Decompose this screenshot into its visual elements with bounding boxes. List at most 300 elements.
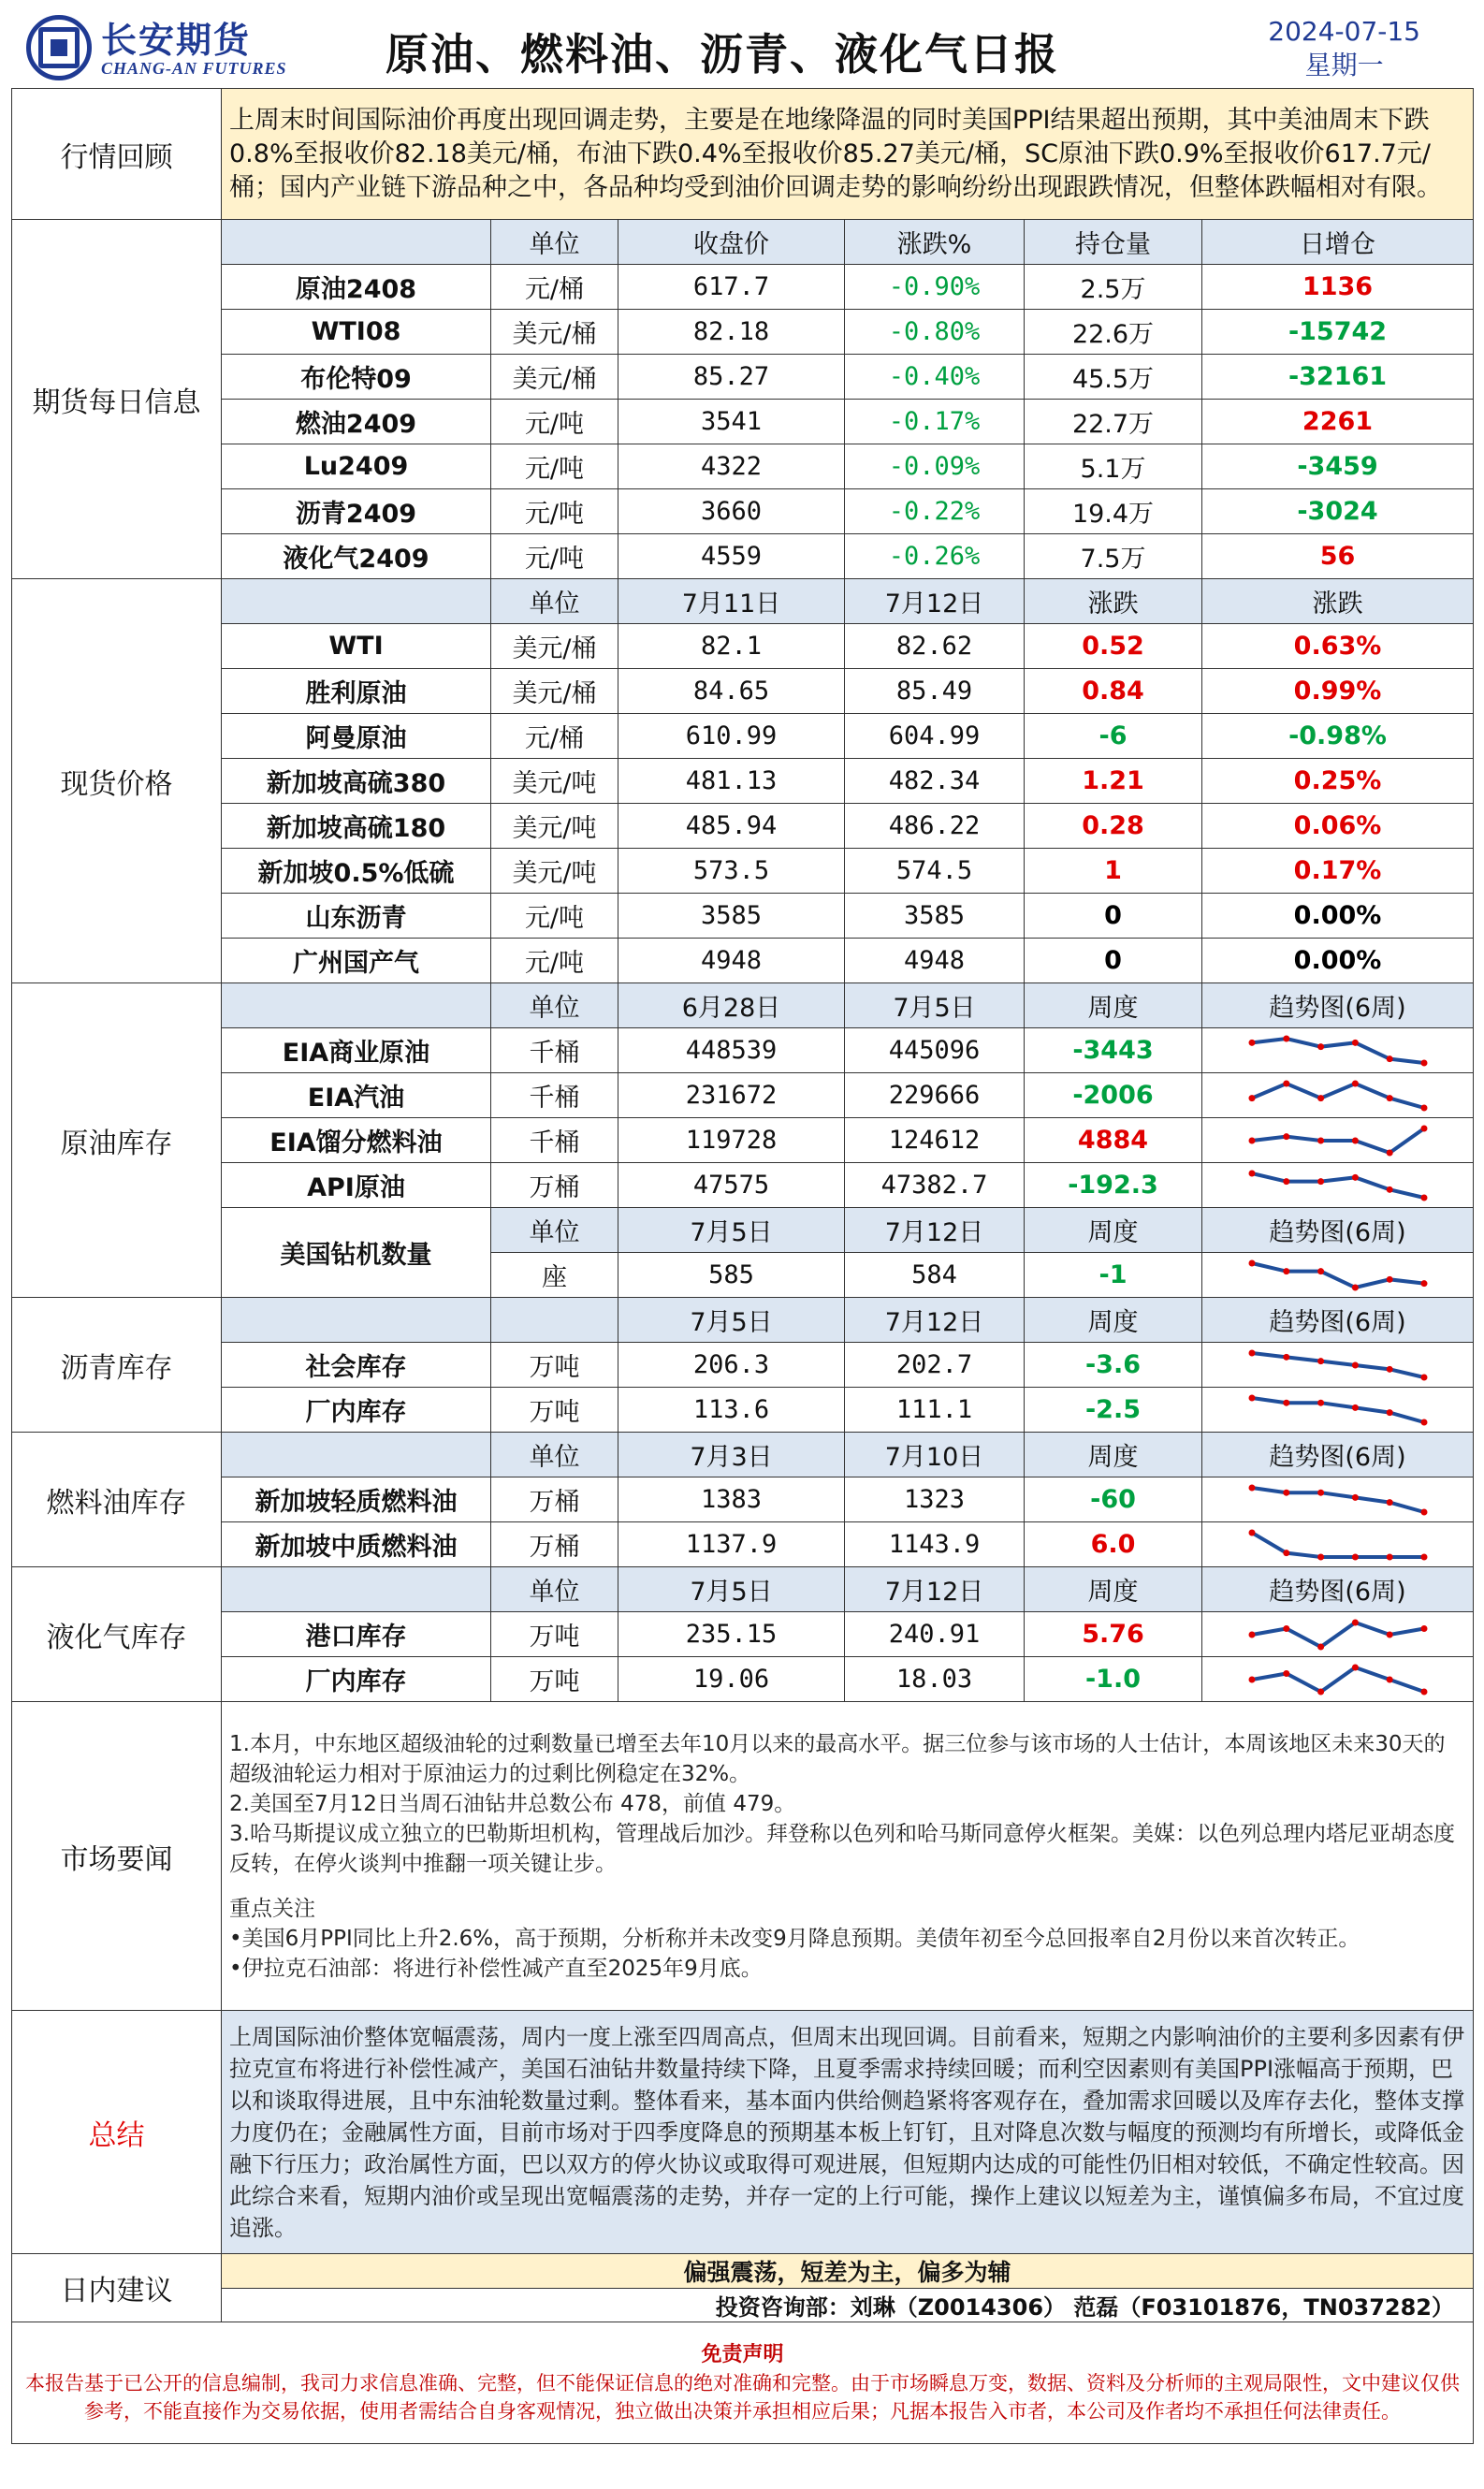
price-d2: 604.99: [845, 714, 1025, 759]
weekly-change: -1: [1025, 1253, 1202, 1298]
unit: 千桶: [491, 1118, 618, 1163]
trend-point: [1283, 1035, 1289, 1041]
trend-point: [1283, 1080, 1289, 1086]
table-row: [12, 579, 1474, 624]
trend-point: [1283, 1489, 1289, 1495]
daily-oi-change: -3459: [1202, 444, 1474, 489]
trend-point: [1283, 1133, 1289, 1140]
value-d2: 202.7: [845, 1343, 1025, 1388]
trend-point: [1248, 1529, 1255, 1536]
price-d2: 3585: [845, 894, 1025, 939]
weekly-change: -1.0: [1025, 1657, 1202, 1702]
trend-point: [1351, 1284, 1358, 1290]
trend-point: [1386, 1365, 1392, 1372]
trend-sparkline: [1244, 1078, 1432, 1114]
value-d1: 119728: [618, 1118, 845, 1163]
trend-point: [1386, 1095, 1392, 1101]
trend-point: [1351, 1404, 1358, 1410]
report-title: 原油、燃料油、沥青、液化气日报: [386, 29, 1059, 80]
unit: 美元/吨: [491, 804, 618, 849]
inventory-name: EIA馏分燃料油: [222, 1118, 491, 1163]
price-d2: 82.62: [845, 624, 1025, 669]
trend-point: [1317, 1178, 1324, 1185]
column-header: 7月11日: [618, 579, 845, 624]
trend-sparkline: [1244, 1482, 1432, 1518]
inventory-name: 社会库存: [222, 1343, 491, 1388]
open-interest: 45.5万: [1025, 355, 1202, 400]
unit: 万桶: [491, 1522, 618, 1567]
table-row: [12, 939, 1474, 983]
price-d1: 485.94: [618, 804, 845, 849]
trend-cell: [1202, 1028, 1474, 1073]
unit: 万桶: [491, 1477, 618, 1522]
price-d2: 4948: [845, 939, 1025, 983]
value-d2: 584: [845, 1253, 1025, 1298]
header-cell: [222, 1298, 491, 1343]
trend-sparkline: [1244, 1123, 1432, 1158]
value-d2: 47382.7: [845, 1163, 1025, 1208]
unit: 万吨: [491, 1388, 618, 1433]
column-header: 趋势图(6周): [1202, 1567, 1474, 1612]
table-row: [12, 849, 1474, 894]
unit: 元/吨: [491, 894, 618, 939]
trend-point: [1386, 1499, 1392, 1506]
value-d1: 206.3: [618, 1343, 845, 1388]
spot-name: 新加坡0.5%低硫: [222, 849, 491, 894]
column-header: 日增仓: [1202, 220, 1474, 265]
column-header: 趋势图(6周): [1202, 983, 1474, 1028]
column-header: 7月12日: [845, 579, 1025, 624]
spot-name: 新加坡高硫180: [222, 804, 491, 849]
report-date: [1268, 15, 1420, 82]
trend-line: [1252, 1353, 1424, 1377]
trend-point: [1386, 1055, 1392, 1062]
table-row: [12, 265, 1474, 310]
open-interest: 2.5万: [1025, 265, 1202, 310]
table-row: [12, 1343, 1474, 1388]
unit: 元/吨: [491, 400, 618, 444]
price-d1: 573.5: [618, 849, 845, 894]
unit: 元/桶: [491, 265, 618, 310]
news-item: 3.哈马斯提议成立独立的巴勒斯坦机构，管理战后加沙。拜登称以色列和哈马斯同意停火框架。美媒：以色列总理内塔尼亚胡态度反转，在停火谈判中推翻一项关键让步。: [229, 1821, 1455, 1876]
close-price: 3660: [618, 489, 845, 534]
change-pct: -0.22%: [845, 489, 1025, 534]
trend-point: [1351, 1173, 1358, 1180]
trend-sparkline: [1244, 1392, 1432, 1428]
header-cell: [222, 220, 491, 265]
column-header: 收盘价: [618, 220, 845, 265]
value-d1: 1137.9: [618, 1522, 845, 1567]
column-header: 7月3日: [618, 1433, 845, 1477]
table-row: [12, 2254, 1474, 2289]
column-header: 单位: [491, 1567, 618, 1612]
news-label: 市场要闻: [12, 1702, 222, 2011]
trend-point: [1248, 1137, 1255, 1143]
trend-line: [1252, 1039, 1424, 1063]
contract-name: WTI08: [222, 310, 491, 355]
trend-point: [1420, 1104, 1427, 1111]
change-pct: -0.40%: [845, 355, 1025, 400]
column-header: 周度: [1025, 1433, 1202, 1477]
unit: 万吨: [491, 1612, 618, 1657]
trend-cell: [1202, 1073, 1474, 1118]
table-row: [12, 310, 1474, 355]
column-header: 单位: [491, 220, 618, 265]
column-header: [491, 1298, 618, 1343]
unit: 元/吨: [491, 939, 618, 983]
trend-point: [1420, 1419, 1427, 1425]
value-d1: 585: [618, 1253, 845, 1298]
table-row: [12, 894, 1474, 939]
spot-name: 阿曼原油: [222, 714, 491, 759]
table-row: [12, 2011, 1474, 2254]
daily-oi-change: -15742: [1202, 310, 1474, 355]
unit: 美元/吨: [491, 759, 618, 804]
unit: 千桶: [491, 1028, 618, 1073]
table-row: [12, 1118, 1474, 1163]
price-d1: 84.65: [618, 669, 845, 714]
trend-line: [1252, 1398, 1424, 1422]
report-page: [11, 7, 1473, 2483]
crude_inv-label: 原油库存: [12, 983, 222, 1298]
value-d1: 231672: [618, 1073, 845, 1118]
trend-point: [1386, 1409, 1392, 1416]
column-header: 持仓量: [1025, 220, 1202, 265]
price-d2: 486.22: [845, 804, 1025, 849]
trend-point: [1248, 1394, 1255, 1401]
column-header: 6月28日: [618, 983, 845, 1028]
price-change-pct: 0.00%: [1202, 894, 1474, 939]
trend-cell: [1202, 1118, 1474, 1163]
trend-line: [1252, 1667, 1424, 1692]
column-header: 周度: [1025, 1208, 1202, 1253]
close-price: 4559: [618, 534, 845, 579]
unit: 元/吨: [491, 444, 618, 489]
rig-count-name: 美国钻机数量: [222, 1208, 491, 1298]
trend-line: [1252, 1533, 1424, 1557]
value-d1: 235.15: [618, 1612, 845, 1657]
trend-point: [1283, 1268, 1289, 1274]
inventory-name: 新加坡轻质燃料油: [222, 1477, 491, 1522]
trend-point: [1351, 1664, 1358, 1670]
trend-cell: [1202, 1522, 1474, 1567]
trend-point: [1351, 1553, 1358, 1560]
asphalt_inv-label: 沥青库存: [12, 1298, 222, 1433]
trend-point: [1386, 1186, 1392, 1192]
trend-cell: [1202, 1253, 1474, 1298]
brand-en: CHANG-AN FUTURES: [101, 59, 287, 78]
column-header: 7月10日: [845, 1433, 1025, 1477]
table-row: [12, 1208, 1474, 1253]
table-row: [12, 804, 1474, 849]
trend-point: [1248, 1676, 1255, 1682]
disclaimer-title: 免责声明: [701, 2342, 784, 2366]
unit: 美元/桶: [491, 624, 618, 669]
weekly-change: -3443: [1025, 1028, 1202, 1073]
inventory-name: 厂内库存: [222, 1657, 491, 1702]
intraday-advice: 偏强震荡，短差为主，偏多为辅: [222, 2254, 1474, 2289]
table-row: [12, 1298, 1474, 1343]
contract-name: Lu2409: [222, 444, 491, 489]
weekly-change: 5.76: [1025, 1612, 1202, 1657]
column-header: 周度: [1025, 983, 1202, 1028]
trend-point: [1248, 1484, 1255, 1491]
table-row: [12, 2322, 1474, 2444]
value-d2: 1143.9: [845, 1522, 1025, 1567]
inventory-name: API原油: [222, 1163, 491, 1208]
trend-cell: [1202, 1657, 1474, 1702]
date-text: 2024-07-15: [1268, 16, 1420, 47]
column-header: 涨跌: [1202, 579, 1474, 624]
column-header: 趋势图(6周): [1202, 1298, 1474, 1343]
price-change: 0.84: [1025, 669, 1202, 714]
price-change-pct: 0.25%: [1202, 759, 1474, 804]
table-row: [12, 444, 1474, 489]
price-change-pct: 0.17%: [1202, 849, 1474, 894]
disclaimer-text: 本报告基于已公开的信息编制，我司力求信息准确、完整，但不能保证信息的绝对准确和完整。由于市场瞬息万变，数据、资料及分析师的主观局限性，文中建议仅供参考，不能直接作为交易依据，使用者需结合自身客观情况，独立做出决策并承担相应后果；凡据本报告入市者，本公司及作者均不承担任何法律责任。: [25, 2371, 1460, 2423]
news-item: 2.美国至7月12日当周石油钻井总数公布 478，前值 479。: [229, 1791, 796, 1816]
column-header: 趋势图(6周): [1202, 1208, 1474, 1253]
daily-oi-change: -32161: [1202, 355, 1474, 400]
weekly-change: -2006: [1025, 1073, 1202, 1118]
column-header: 7月5日: [845, 983, 1025, 1028]
daily-oi-change: -3024: [1202, 489, 1474, 534]
trend-point: [1386, 1676, 1392, 1682]
column-header: 单位: [491, 983, 618, 1028]
trend-point: [1420, 1059, 1427, 1066]
table-row: [12, 1612, 1474, 1657]
close-price: 3541: [618, 400, 845, 444]
column-header: 7月12日: [845, 1298, 1025, 1343]
table-row: [12, 1388, 1474, 1433]
trend-point: [1386, 1631, 1392, 1638]
trend-sparkline: [1244, 1258, 1432, 1293]
inventory-name: EIA汽油: [222, 1073, 491, 1118]
unit: 元/吨: [491, 489, 618, 534]
trend-line: [1252, 1623, 1424, 1647]
contract-name: 液化气2409: [222, 534, 491, 579]
table-row: [12, 220, 1474, 265]
focus-item: •美国6月PPI同比上升2.6%，高于预期，分析称并未改变9月降息预期。美债年初至今总回报率自2月份以来首次转正。: [229, 1926, 1360, 1951]
unit: 美元/桶: [491, 310, 618, 355]
price-d2: 574.5: [845, 849, 1025, 894]
open-interest: 5.1万: [1025, 444, 1202, 489]
table-row: [12, 624, 1474, 669]
price-d1: 82.1: [618, 624, 845, 669]
inventory-name: EIA商业原油: [222, 1028, 491, 1073]
trend-cell: [1202, 1163, 1474, 1208]
inventory-name: 厂内库存: [222, 1388, 491, 1433]
price-change: 1.21: [1025, 759, 1202, 804]
contract-name: 原油2408: [222, 265, 491, 310]
table-row: [12, 1657, 1474, 1702]
price-change: 0.52: [1025, 624, 1202, 669]
unit: 千桶: [491, 1073, 618, 1118]
trend-point: [1420, 1374, 1427, 1380]
trend-point: [1283, 1353, 1289, 1360]
trend-sparkline: [1244, 1617, 1432, 1652]
price-change-pct: 0.06%: [1202, 804, 1474, 849]
trend-point: [1420, 1125, 1427, 1131]
open-interest: 19.4万: [1025, 489, 1202, 534]
trend-point: [1317, 1358, 1324, 1364]
price-d1: 3585: [618, 894, 845, 939]
daily-oi-change: 2261: [1202, 400, 1474, 444]
brand-cn: 长安期货: [101, 20, 252, 61]
unit: 美元/桶: [491, 669, 618, 714]
spot-name: 胜利原油: [222, 669, 491, 714]
column-header: 7月5日: [618, 1208, 845, 1253]
column-header: 趋势图(6周): [1202, 1433, 1474, 1477]
trend-point: [1248, 1039, 1255, 1045]
header-cell: [222, 983, 491, 1028]
table-row: [12, 759, 1474, 804]
focus-title: 重点关注: [229, 1896, 315, 1921]
trend-point: [1248, 1349, 1255, 1356]
price-change: 1: [1025, 849, 1202, 894]
column-header: 7月5日: [618, 1567, 845, 1612]
trend-point: [1317, 1553, 1324, 1560]
trend-point: [1420, 1553, 1427, 1560]
table-row: [12, 355, 1474, 400]
trend-cell: [1202, 1477, 1474, 1522]
table-row: [12, 1028, 1474, 1073]
trend-point: [1351, 1039, 1358, 1045]
weekly-change: -2.5: [1025, 1388, 1202, 1433]
table-row: [12, 489, 1474, 534]
contract-name: 燃油2409: [222, 400, 491, 444]
intraday-label: 日内建议: [12, 2254, 222, 2322]
trend-line: [1252, 1488, 1424, 1512]
trend-point: [1248, 1259, 1255, 1266]
price-change-pct: 0.99%: [1202, 669, 1474, 714]
column-header: 涨跌%: [845, 220, 1025, 265]
table-row: [12, 1567, 1474, 1612]
close-price: 82.18: [618, 310, 845, 355]
trend-point: [1283, 1625, 1289, 1632]
trend-point: [1317, 1688, 1324, 1695]
trend-point: [1248, 1170, 1255, 1176]
trend-point: [1420, 1280, 1427, 1287]
summary-label: 总结: [12, 2011, 222, 2254]
trend-point: [1420, 1688, 1427, 1695]
column-header: 单位: [491, 579, 618, 624]
trend-line: [1252, 1263, 1424, 1288]
trend-point: [1351, 1493, 1358, 1500]
trend-point: [1283, 1399, 1289, 1405]
inventory-name: 新加坡中质燃料油: [222, 1522, 491, 1567]
weekly-change: -60: [1025, 1477, 1202, 1522]
price-d2: 482.34: [845, 759, 1025, 804]
trend-point: [1386, 1553, 1392, 1560]
trend-point: [1248, 1631, 1255, 1638]
trend-line: [1252, 1173, 1424, 1198]
table-row: [12, 400, 1474, 444]
unit: 万桶: [491, 1163, 618, 1208]
price-d1: 610.99: [618, 714, 845, 759]
brand: [101, 11, 287, 79]
trend-point: [1283, 1550, 1289, 1556]
trend-sparkline: [1244, 1662, 1432, 1697]
table-row: [12, 1163, 1474, 1208]
news-item: 1.本月，中东地区超级油轮的过剩数量已增至去年10月以来的最高水平。据三位参与该市场的人士估计，本周该地区未来30天的超级油轮运力相对于原油运力的过剩比例稳定在32%。: [229, 1731, 1446, 1786]
value-d2: 124612: [845, 1118, 1025, 1163]
trend-sparkline: [1244, 1527, 1432, 1563]
change-pct: -0.17%: [845, 400, 1025, 444]
news-content: [222, 1702, 1474, 2011]
trend-point: [1351, 1080, 1358, 1086]
trend-point: [1317, 1399, 1324, 1405]
trend-sparkline: [1244, 1168, 1432, 1203]
value-d2: 240.91: [845, 1612, 1025, 1657]
price-change-pct: 0.00%: [1202, 939, 1474, 983]
column-header: 周度: [1025, 1567, 1202, 1612]
column-header: 单位: [491, 1208, 618, 1253]
price-change-pct: 0.63%: [1202, 624, 1474, 669]
unit: 元/桶: [491, 714, 618, 759]
contract-name: 布伦特09: [222, 355, 491, 400]
review-label: 行情回顾: [12, 89, 222, 220]
trend-point: [1386, 1149, 1392, 1156]
close-price: 617.7: [618, 265, 845, 310]
trend-sparkline: [1244, 1347, 1432, 1383]
unit: 万吨: [491, 1343, 618, 1388]
trend-point: [1351, 1361, 1358, 1368]
trend-point: [1351, 1137, 1358, 1143]
table-row: [12, 714, 1474, 759]
price-change: 0: [1025, 939, 1202, 983]
value-d2: 1323: [845, 1477, 1025, 1522]
header-cell: [222, 1433, 491, 1477]
value-d1: 47575: [618, 1163, 845, 1208]
change-pct: -0.80%: [845, 310, 1025, 355]
header-cell: [222, 579, 491, 624]
trend-point: [1420, 1625, 1427, 1632]
open-interest: 7.5万: [1025, 534, 1202, 579]
value-d2: 111.1: [845, 1388, 1025, 1433]
table-row: [12, 983, 1474, 1028]
column-header: 7月12日: [845, 1567, 1025, 1612]
trend-cell: [1202, 1343, 1474, 1388]
fuel_inv-label: 燃料油库存: [12, 1433, 222, 1567]
spot-name: WTI: [222, 624, 491, 669]
table-row: [12, 2289, 1474, 2322]
value-d1: 19.06: [618, 1657, 845, 1702]
table-row: [12, 1522, 1474, 1567]
price-d1: 481.13: [618, 759, 845, 804]
unit: 万吨: [491, 1657, 618, 1702]
review-text: 上周末时间国际油价再度出现回调走势，主要是在地缘降温的同时美国PPI结果超出预期，其中美油周末下跌0.8%至报收价82.18美元/桶，布油下跌0.4%至报收价85.27美元/桶，SC原油下跌0.9%至报收价617.7元/桶；国内产业链下游品种之中，各品种均受到油价回调走势的影响纷纷出现跟跌情况，但整体跌幅相对有限。: [222, 89, 1474, 220]
trend-point: [1317, 1268, 1324, 1274]
change-pct: -0.90%: [845, 265, 1025, 310]
close-price: 4322: [618, 444, 845, 489]
column-header: 周度: [1025, 1298, 1202, 1343]
focus-item: •伊拉克石油部：将进行补偿性减产直至2025年9月底。: [229, 1956, 763, 1981]
price-d1: 4948: [618, 939, 845, 983]
trend-point: [1351, 1619, 1358, 1625]
price-d2: 85.49: [845, 669, 1025, 714]
trend-point: [1386, 1275, 1392, 1282]
table-row: [12, 1702, 1474, 2011]
table-row: [12, 534, 1474, 579]
trend-point: [1283, 1670, 1289, 1677]
trend-point: [1317, 1643, 1324, 1650]
value-d1: 448539: [618, 1028, 845, 1073]
trend-point: [1248, 1095, 1255, 1101]
table-row: [12, 1073, 1474, 1118]
lpg_inv-label: 液化气库存: [12, 1567, 222, 1702]
unit: 座: [491, 1253, 618, 1298]
